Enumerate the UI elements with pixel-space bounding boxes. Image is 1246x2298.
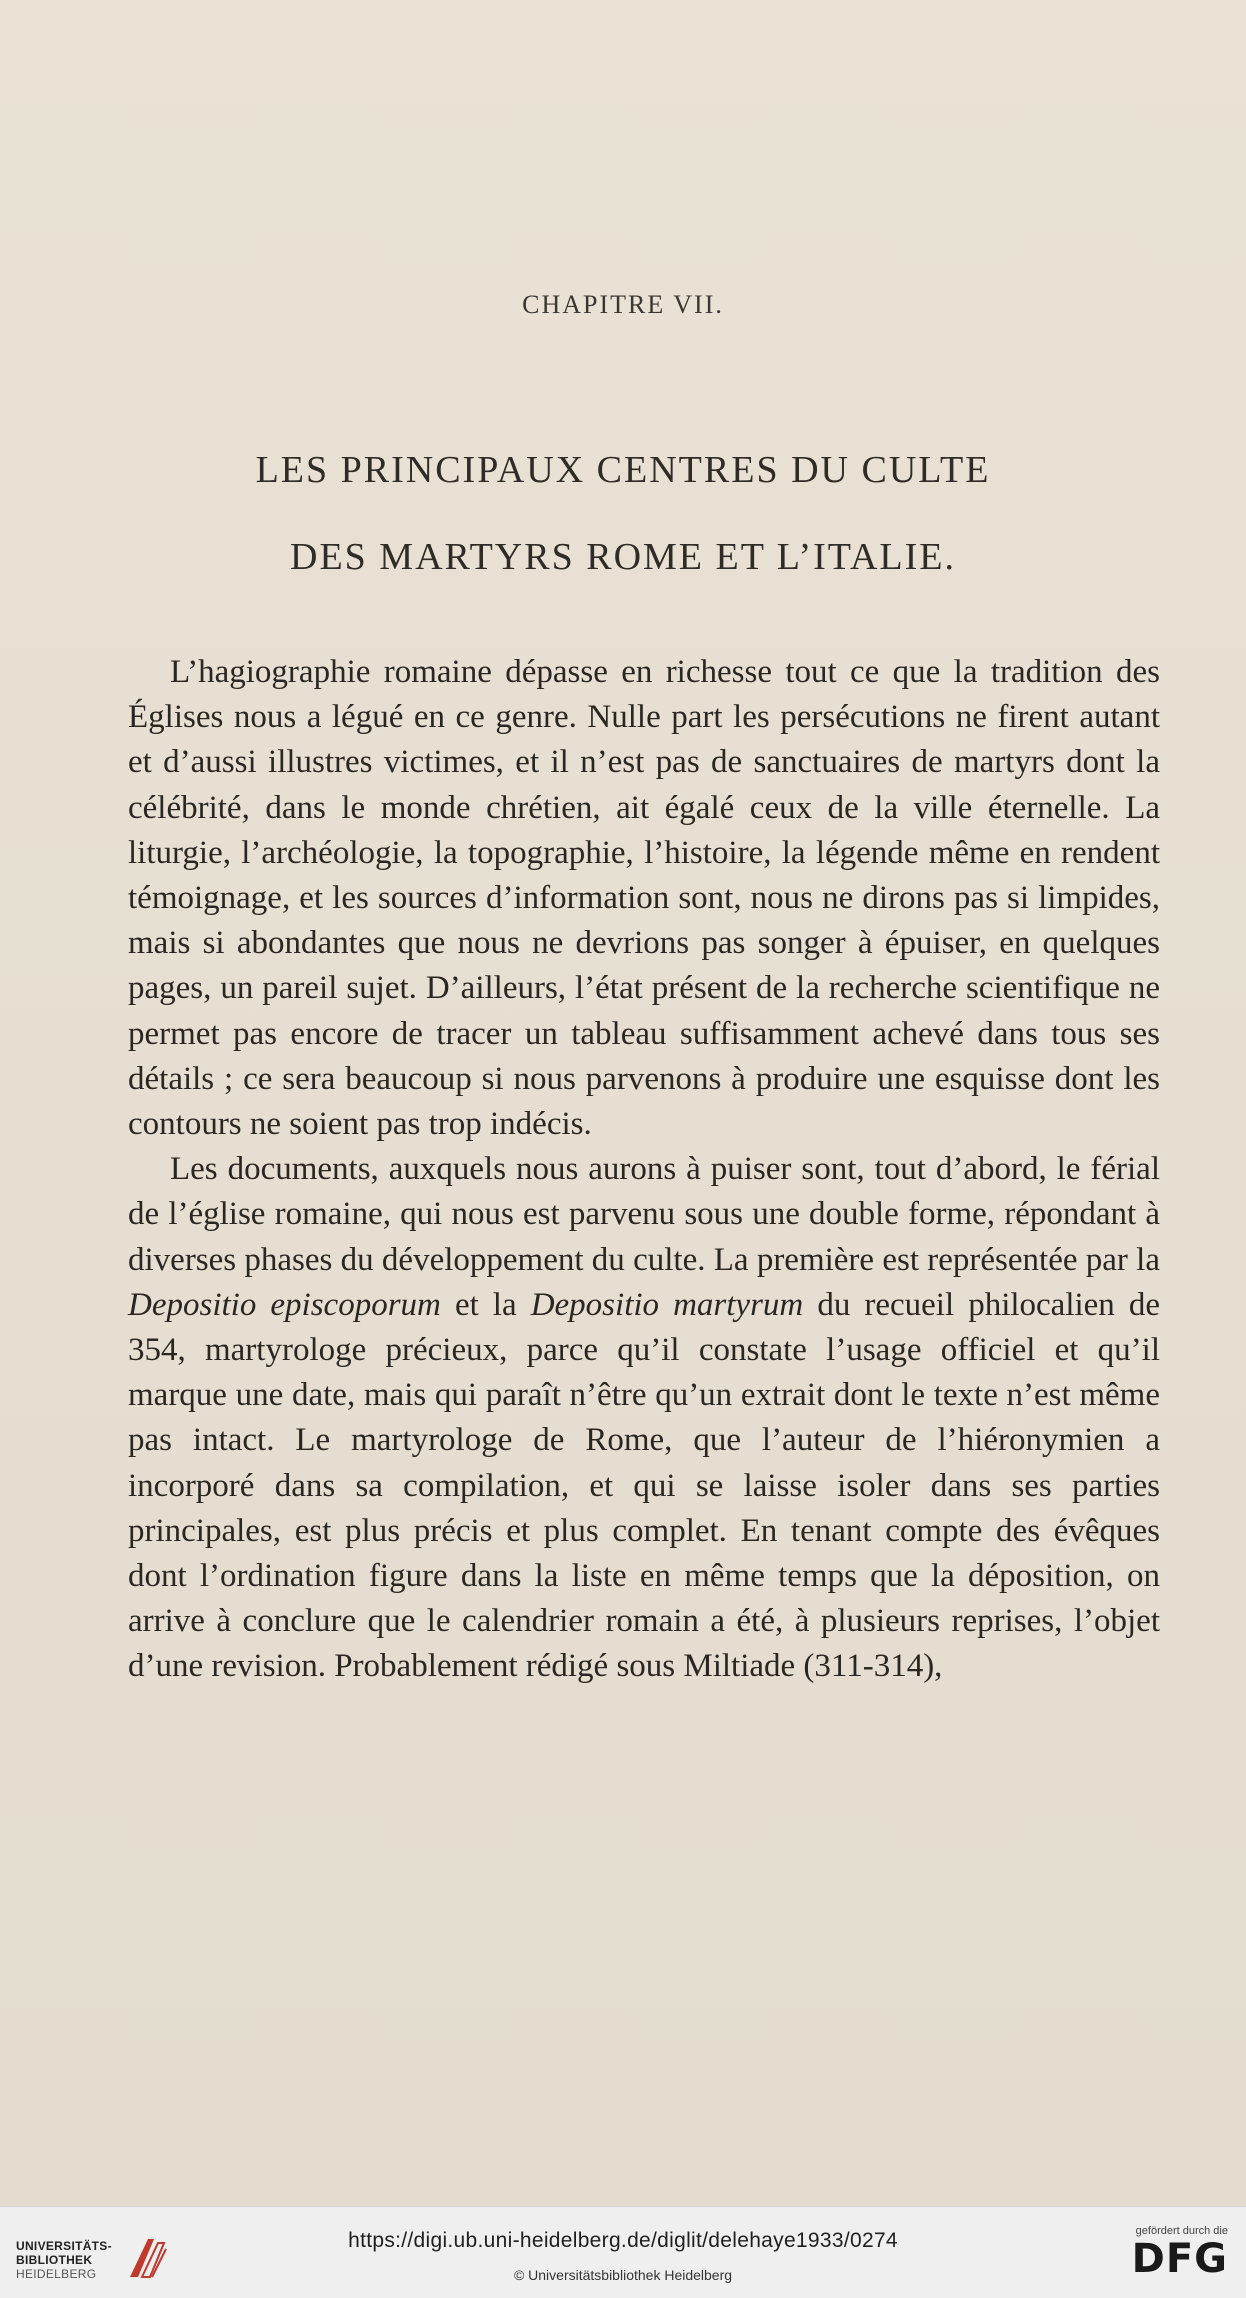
library-name-line-3: HEIDELBERG: [16, 2267, 97, 2281]
paragraph-2-part-1: Les documents, auxquels nous aurons à puiser sont, tout d’abord, le férial de l’église romaine, qui nous est parvenu sous une double forme, répondant à diverses phases du développement du culte. La première est représentée par la: [128, 1151, 1160, 1278]
permalink-url[interactable]: https://digi.ub.uni-heidelberg.de/diglit/delehaye1933/0274: [348, 2229, 898, 2252]
viewer-footer: [0, 2206, 1246, 2298]
paragraph-2: [128, 1147, 1160, 1689]
copyright-notice: © Universitätsbibliothek Heidelberg: [513, 2267, 733, 2283]
dfg-logo-text: DFG: [1131, 2236, 1228, 2282]
italic-depositio-episcoporum: Depositio episcoporum: [128, 1286, 441, 1323]
chapter-title-line-1: LES PRINCIPAUX CENTRES DU CULTE: [255, 449, 991, 491]
paragraph-2-part-3: du recueil philocalien de 354, martyrologe précieux, parce qu’il constate l’usage officiel et qu’il marque une date, mais qui paraît n’être qu’un extrait dont le texte n’est même pas intact. Le martyrologe de Rome, que l’auteur de l’hiéronymien a incorporé dans sa compilation, et qui se laisse isoler dans ses parties principales, est plus précis et plus complet. En tenant compte des évêques dont l’ordination figure dans la liste en même temps que la déposition, on arrive à conclure que le calendrier romain a été, à plusieurs reprises, l’objet d’une revision. Probablement rédigé sous Miltiade (311-314),: [128, 1286, 1161, 1685]
library-name-line-1: UNIVERSITÄTS-: [16, 2239, 112, 2253]
chapter-heading: CHAPITRE VII.: [522, 290, 724, 319]
paragraph-2-part-2: et la: [454, 1286, 517, 1323]
body-text: [128, 650, 1160, 1690]
paragraph-1: L’hagiographie romaine dépasse en richesse tout ce que la tradition des Églises nous a légué en ce genre. Nulle part les persécutions ne firent autant et d’aussi illustres victimes, et il n’est pas de sanctuaires de martyrs dont la célébrité, dans le monde chrétien, ait égalé ceux de la ville éternelle. La liturgie, l’archéologie, la topographie, l’histoire, la légende même en rendent témoignage, et les sources d’information sont, nous ne dirons pas si limpides, mais si abondantes que nous ne devrions pas songer à épuiser, en quelques pages, un pareil sujet. D’ailleurs, l’état présent de la recherche scientifique ne permet pas encore de tracer un tableau suffisamment achevé dans tous ses détails ; ce sera beaucoup si nous parvenons à produire une esquisse dont les contours ne soient pas trop indécis.: [128, 654, 1160, 1143]
funder-logo[interactable]: [1108, 2225, 1228, 2285]
chapter-title-line-2: DES MARTYRS ROME ET L’ITALIE.: [290, 536, 956, 578]
library-name-line-2: BIBLIOTHEK: [16, 2253, 93, 2267]
italic-depositio-martyrum: Depositio martyrum: [530, 1286, 804, 1323]
funder-note: gefördert durch die: [1135, 2225, 1228, 2237]
